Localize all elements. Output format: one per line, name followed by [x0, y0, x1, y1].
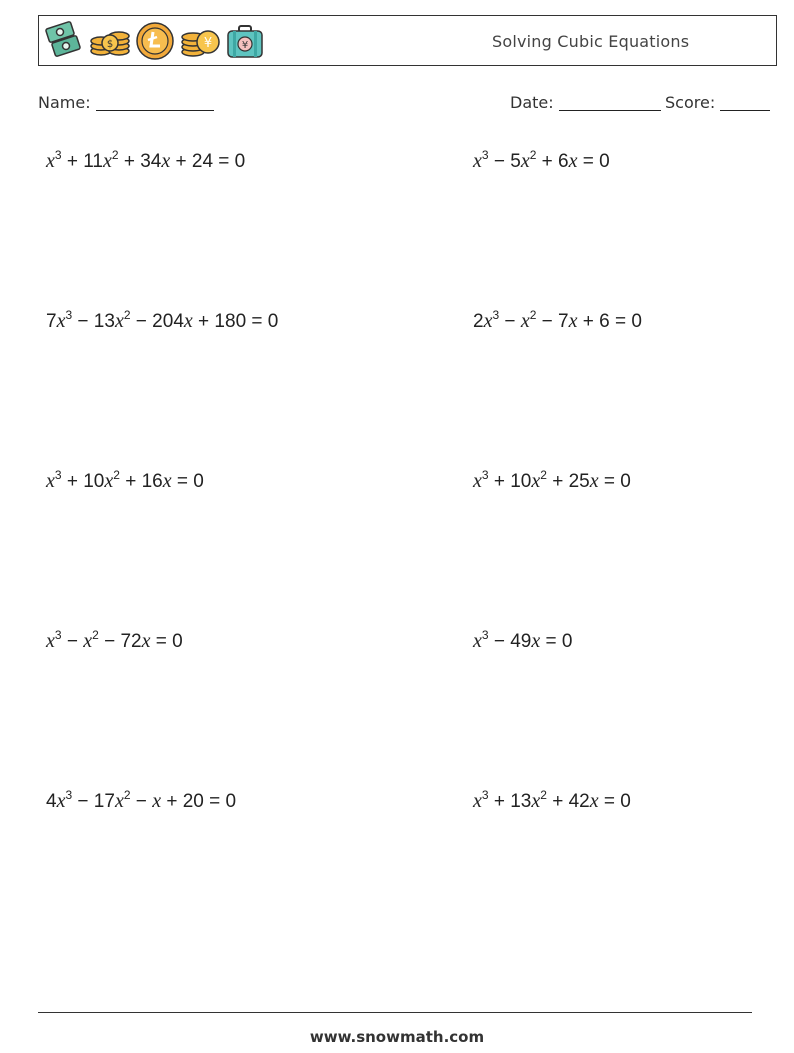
name-blank[interactable] — [96, 92, 214, 111]
problem-3: $7x^3 - 13x^2 - 204x + 180 = 0$ — [46, 308, 279, 332]
problem-7: $x^3 - x^2 - 72x = 0$ — [46, 628, 183, 652]
name-field — [38, 92, 214, 112]
date-label: Date: — [510, 93, 554, 112]
score-blank[interactable] — [720, 92, 770, 111]
problem-5: $x^3 + 10x^2 + 16x = 0$ — [46, 468, 204, 492]
name-label: Name: — [38, 93, 91, 112]
page-title: Solving Cubic Equations — [492, 32, 690, 51]
litecoin-icon — [135, 21, 175, 61]
problem-4: $2x^3 - x^2 - 7x + 6 = 0$ — [473, 308, 642, 332]
footer-url: www.snowmath.com — [309, 1028, 485, 1046]
yen-briefcase-icon — [225, 21, 265, 61]
score-label: Score: — [665, 93, 716, 112]
footer-divider — [38, 1012, 752, 1013]
coin-stack-icon — [89, 21, 131, 61]
problem-10: $x^3 + 13x^2 + 42x = 0$ — [473, 788, 631, 812]
date-field — [510, 92, 661, 112]
date-blank[interactable] — [559, 92, 661, 111]
yen-coins-icon — [179, 21, 221, 61]
header-icons — [43, 20, 265, 62]
problem-2: $x^3 - 5x^2 + 6x = 0$ — [473, 148, 610, 172]
banknotes-icon — [43, 21, 85, 61]
problem-1: $x^3 + 11x^2 + 34x + 24 = 0$ — [46, 148, 246, 172]
problem-6: $x^3 + 10x^2 + 25x = 0$ — [473, 468, 631, 492]
problem-9: $4x^3 - 17x^2 - x + 20 = 0$ — [46, 788, 237, 812]
worksheet-header — [38, 15, 777, 66]
svg-text:$: $ — [106, 39, 114, 50]
score-field — [665, 92, 770, 112]
problem-8: $x^3 - 49x = 0$ — [473, 628, 573, 652]
svg-text:¥: ¥ — [241, 40, 249, 51]
svg-text:¥: ¥ — [203, 36, 213, 51]
